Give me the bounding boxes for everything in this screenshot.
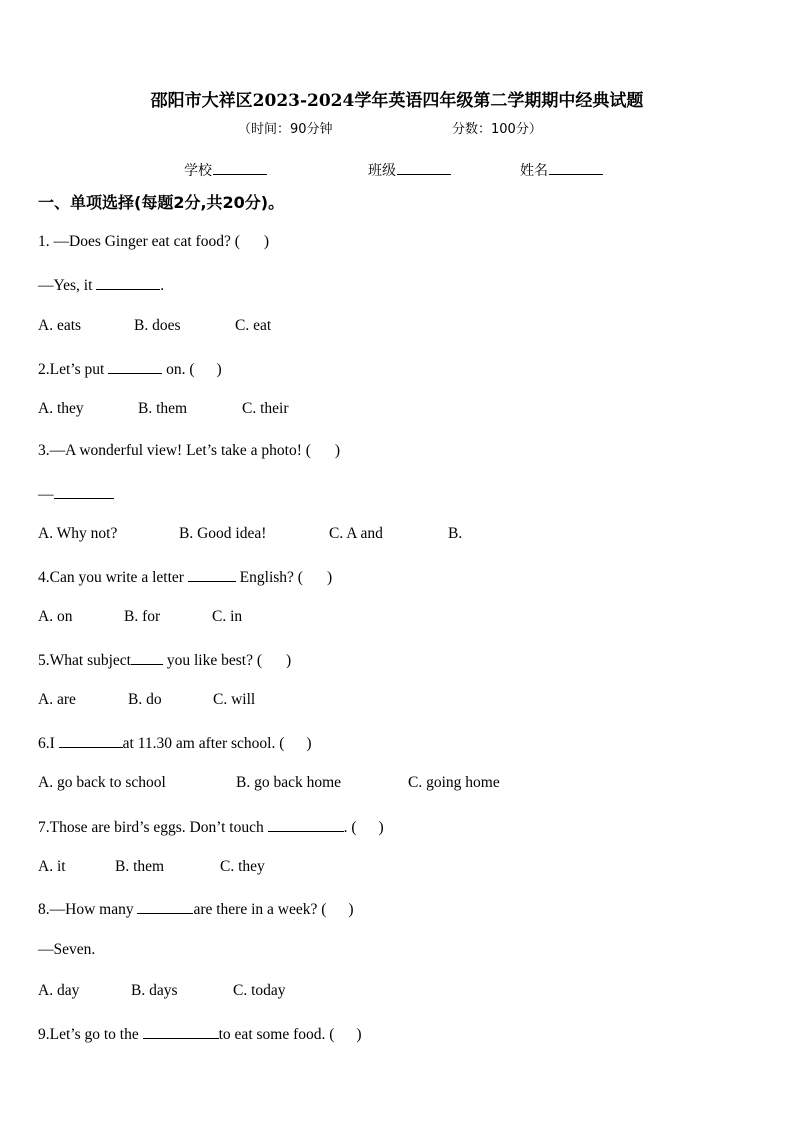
question-1-options <box>38 317 271 335</box>
option-c[interactable]: C. today <box>233 982 286 999</box>
question-3-options <box>38 525 462 543</box>
option-c[interactable]: C. will <box>213 691 256 708</box>
question-8-reply-text: —Seven. <box>38 941 96 958</box>
question-2-text: 2.Let’s put <box>38 361 105 378</box>
question-9-text: 9.Let’s go to the <box>38 1026 139 1043</box>
option-a[interactable]: A. on <box>38 608 73 625</box>
question-7-stem <box>38 817 384 837</box>
question-1-reply-end: . <box>160 277 165 294</box>
option-b[interactable]: B. them <box>115 858 165 875</box>
option-b[interactable]: B. go back home <box>236 774 342 791</box>
question-4-text-end: English? ( <box>239 569 303 586</box>
exam-time: （时间：90分钟 <box>238 122 333 137</box>
question-9-text-end: to eat some food. ( <box>218 1026 335 1043</box>
option-c[interactable]: C. eat <box>235 317 272 334</box>
option-c[interactable]: C. they <box>220 858 265 875</box>
section-heading: 一、单项选择(每题2分,共20分)。 <box>38 193 285 212</box>
answer-blank[interactable] <box>143 1024 219 1039</box>
question-1-text: 1. —Does Ginger eat cat food? ( <box>38 233 240 250</box>
question-1-reply <box>38 275 164 295</box>
answer-blank[interactable] <box>131 650 163 665</box>
question-1-close: ) <box>263 233 270 250</box>
question-3-close: ) <box>334 442 341 459</box>
question-4-close: ) <box>326 569 333 586</box>
question-8-close: ) <box>348 901 354 918</box>
question-5-close: ) <box>286 652 292 669</box>
question-7-text-end: . ( <box>343 819 357 836</box>
name-label: 姓名 <box>520 163 548 179</box>
school-label: 学校 <box>184 163 212 179</box>
question-6-close: ) <box>306 735 312 752</box>
option-a[interactable]: A. Why not? <box>38 525 118 542</box>
question-6-options <box>38 774 500 792</box>
answer-blank[interactable] <box>108 359 162 374</box>
answer-blank[interactable] <box>137 899 193 914</box>
question-8-text: 8.—How many <box>38 901 134 918</box>
class-blank[interactable] <box>397 160 451 175</box>
question-8-options <box>38 982 286 1000</box>
school-blank[interactable] <box>213 160 267 175</box>
answer-blank[interactable] <box>268 817 344 832</box>
answer-blank[interactable] <box>59 733 123 748</box>
question-3-reply-text: — <box>38 486 54 503</box>
question-3-stem <box>38 442 340 460</box>
question-8-text-end: are there in a week? ( <box>193 901 327 918</box>
option-c[interactable]: C. going home <box>408 774 500 791</box>
option-b[interactable]: B. them <box>138 400 188 417</box>
option-a[interactable]: A. it <box>38 858 66 875</box>
question-6-text-end: at 11.30 am after school. ( <box>122 735 285 752</box>
question-2-text-end: on. ( <box>166 361 195 378</box>
answer-blank[interactable] <box>54 484 114 499</box>
option-b[interactable]: B. do <box>128 691 162 708</box>
option-c[interactable]: C. A and <box>329 525 383 542</box>
question-6-text: 6.I <box>38 735 55 752</box>
question-5-text: 5.What subject <box>38 652 131 669</box>
question-5-options <box>38 691 255 709</box>
question-2-stem <box>38 359 222 379</box>
option-b-tail: B. <box>448 525 463 542</box>
option-a[interactable]: A. eats <box>38 317 82 334</box>
question-5-stem <box>38 650 291 670</box>
option-a[interactable]: A. go back to school <box>38 774 166 791</box>
class-field <box>368 160 451 180</box>
option-b[interactable]: B. for <box>124 608 161 625</box>
answer-blank[interactable] <box>96 275 160 290</box>
option-b[interactable]: B. days <box>131 982 178 999</box>
name-blank[interactable] <box>549 160 603 175</box>
name-field <box>520 160 603 180</box>
question-4-stem <box>38 567 332 587</box>
option-a[interactable]: A. day <box>38 982 80 999</box>
question-4-options <box>38 608 242 626</box>
exam-title: 邵阳市大祥区2023-2024学年英语四年级第二学期期中经典试题 <box>150 91 644 111</box>
question-4-text: 4.Can you write a letter <box>38 569 184 586</box>
question-2-close: ) <box>216 361 222 378</box>
option-c[interactable]: C. in <box>212 608 243 625</box>
question-3-text: 3.—A wonderful view! Let’s take a photo! ( <box>38 442 311 459</box>
option-a[interactable]: A. are <box>38 691 76 708</box>
question-8-stem <box>38 899 354 919</box>
option-b[interactable]: B. does <box>134 317 181 334</box>
question-7-close: ) <box>378 819 384 836</box>
question-5-text-end: you like best? ( <box>166 652 262 669</box>
school-field <box>184 160 267 180</box>
class-label: 班级 <box>368 163 396 179</box>
question-1-reply-text: —Yes, it <box>38 277 93 294</box>
question-1-stem <box>38 233 269 251</box>
option-a[interactable]: A. they <box>38 400 84 417</box>
question-9-close: ) <box>356 1026 362 1043</box>
answer-blank[interactable] <box>188 567 236 582</box>
question-6-stem <box>38 733 312 753</box>
question-9-stem <box>38 1024 362 1044</box>
question-3-reply <box>38 484 114 504</box>
exam-score: 分数：100分） <box>452 122 542 137</box>
question-7-text: 7.Those are bird’s eggs. Don’t touch <box>38 819 264 836</box>
question-8-reply <box>38 941 95 959</box>
question-2-options <box>38 400 289 418</box>
option-b[interactable]: B. Good idea! <box>179 525 267 542</box>
question-7-options <box>38 858 265 876</box>
option-c[interactable]: C. their <box>242 400 289 417</box>
